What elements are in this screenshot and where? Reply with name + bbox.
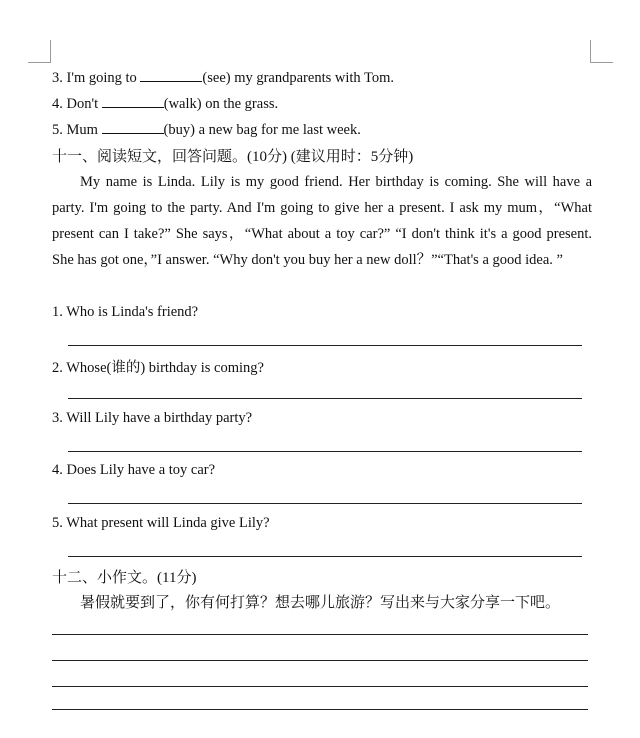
fill-blank-3-before: 3. I'm going to [52, 70, 141, 86]
writing-line-2[interactable] [52, 660, 588, 661]
section-12-heading: 十二、小作文。(11分) [52, 570, 197, 586]
question-5: 5. What present will Linda give Lily? [52, 515, 270, 531]
writing-line-4[interactable] [52, 709, 588, 710]
answer-line-4[interactable] [68, 503, 582, 504]
answer-line-5[interactable] [68, 556, 582, 557]
fill-blank-4-before: 4. Don't [52, 96, 102, 112]
answer-line-3[interactable] [68, 451, 582, 452]
answer-line-1[interactable] [68, 345, 582, 346]
fill-blank-5-answer[interactable] [102, 120, 164, 134]
fill-blank-4 [52, 94, 278, 113]
section-11-heading: 十一、阅读短文，回答问题。(10分) (建议用时：5分钟) [52, 149, 414, 165]
answer-line-2[interactable] [68, 398, 582, 399]
passage-text: My name is Linda. Lily is my good friend. Her birthday is coming. She will have a party. I'm going to the party. And I'm going to give her a present. I ask my mum，“What present can I take?” She says，“What about a toy car?” “I don't think it's a good present. She has got one，”I answer. “Why don't you buy her a new doll？”“That's a good idea. ” [52, 174, 592, 268]
question-3: 3. Will Lily have a birthday party? [52, 410, 253, 426]
question-1: 1. Who is Linda's friend? [52, 304, 199, 320]
question-4: 4. Does Lily have a toy car? [52, 462, 216, 478]
fill-blank-5 [52, 120, 361, 139]
fill-blank-4-answer[interactable] [102, 94, 164, 108]
crop-mark-top-left [28, 40, 51, 63]
fill-blank-4-after: (walk) on the grass. [163, 96, 279, 112]
crop-mark-top-right [590, 40, 613, 63]
reading-passage [52, 169, 592, 273]
fill-blank-3-after: (see) my grandparents with Tom. [202, 70, 395, 86]
fill-blank-3 [52, 68, 394, 87]
question-2: 2. Whose(谁的) birthday is coming? [52, 360, 264, 376]
fill-blank-5-before: 5. Mum [52, 122, 102, 138]
fill-blank-5-after: (buy) a new bag for me last week. [163, 122, 361, 138]
writing-prompt: 暑假就要到了，你有何打算？想去哪儿旅游？写出来与大家分享一下吧。 [80, 593, 561, 611]
writing-line-1[interactable] [52, 634, 588, 635]
writing-line-3[interactable] [52, 686, 588, 687]
fill-blank-3-answer[interactable] [140, 68, 202, 82]
